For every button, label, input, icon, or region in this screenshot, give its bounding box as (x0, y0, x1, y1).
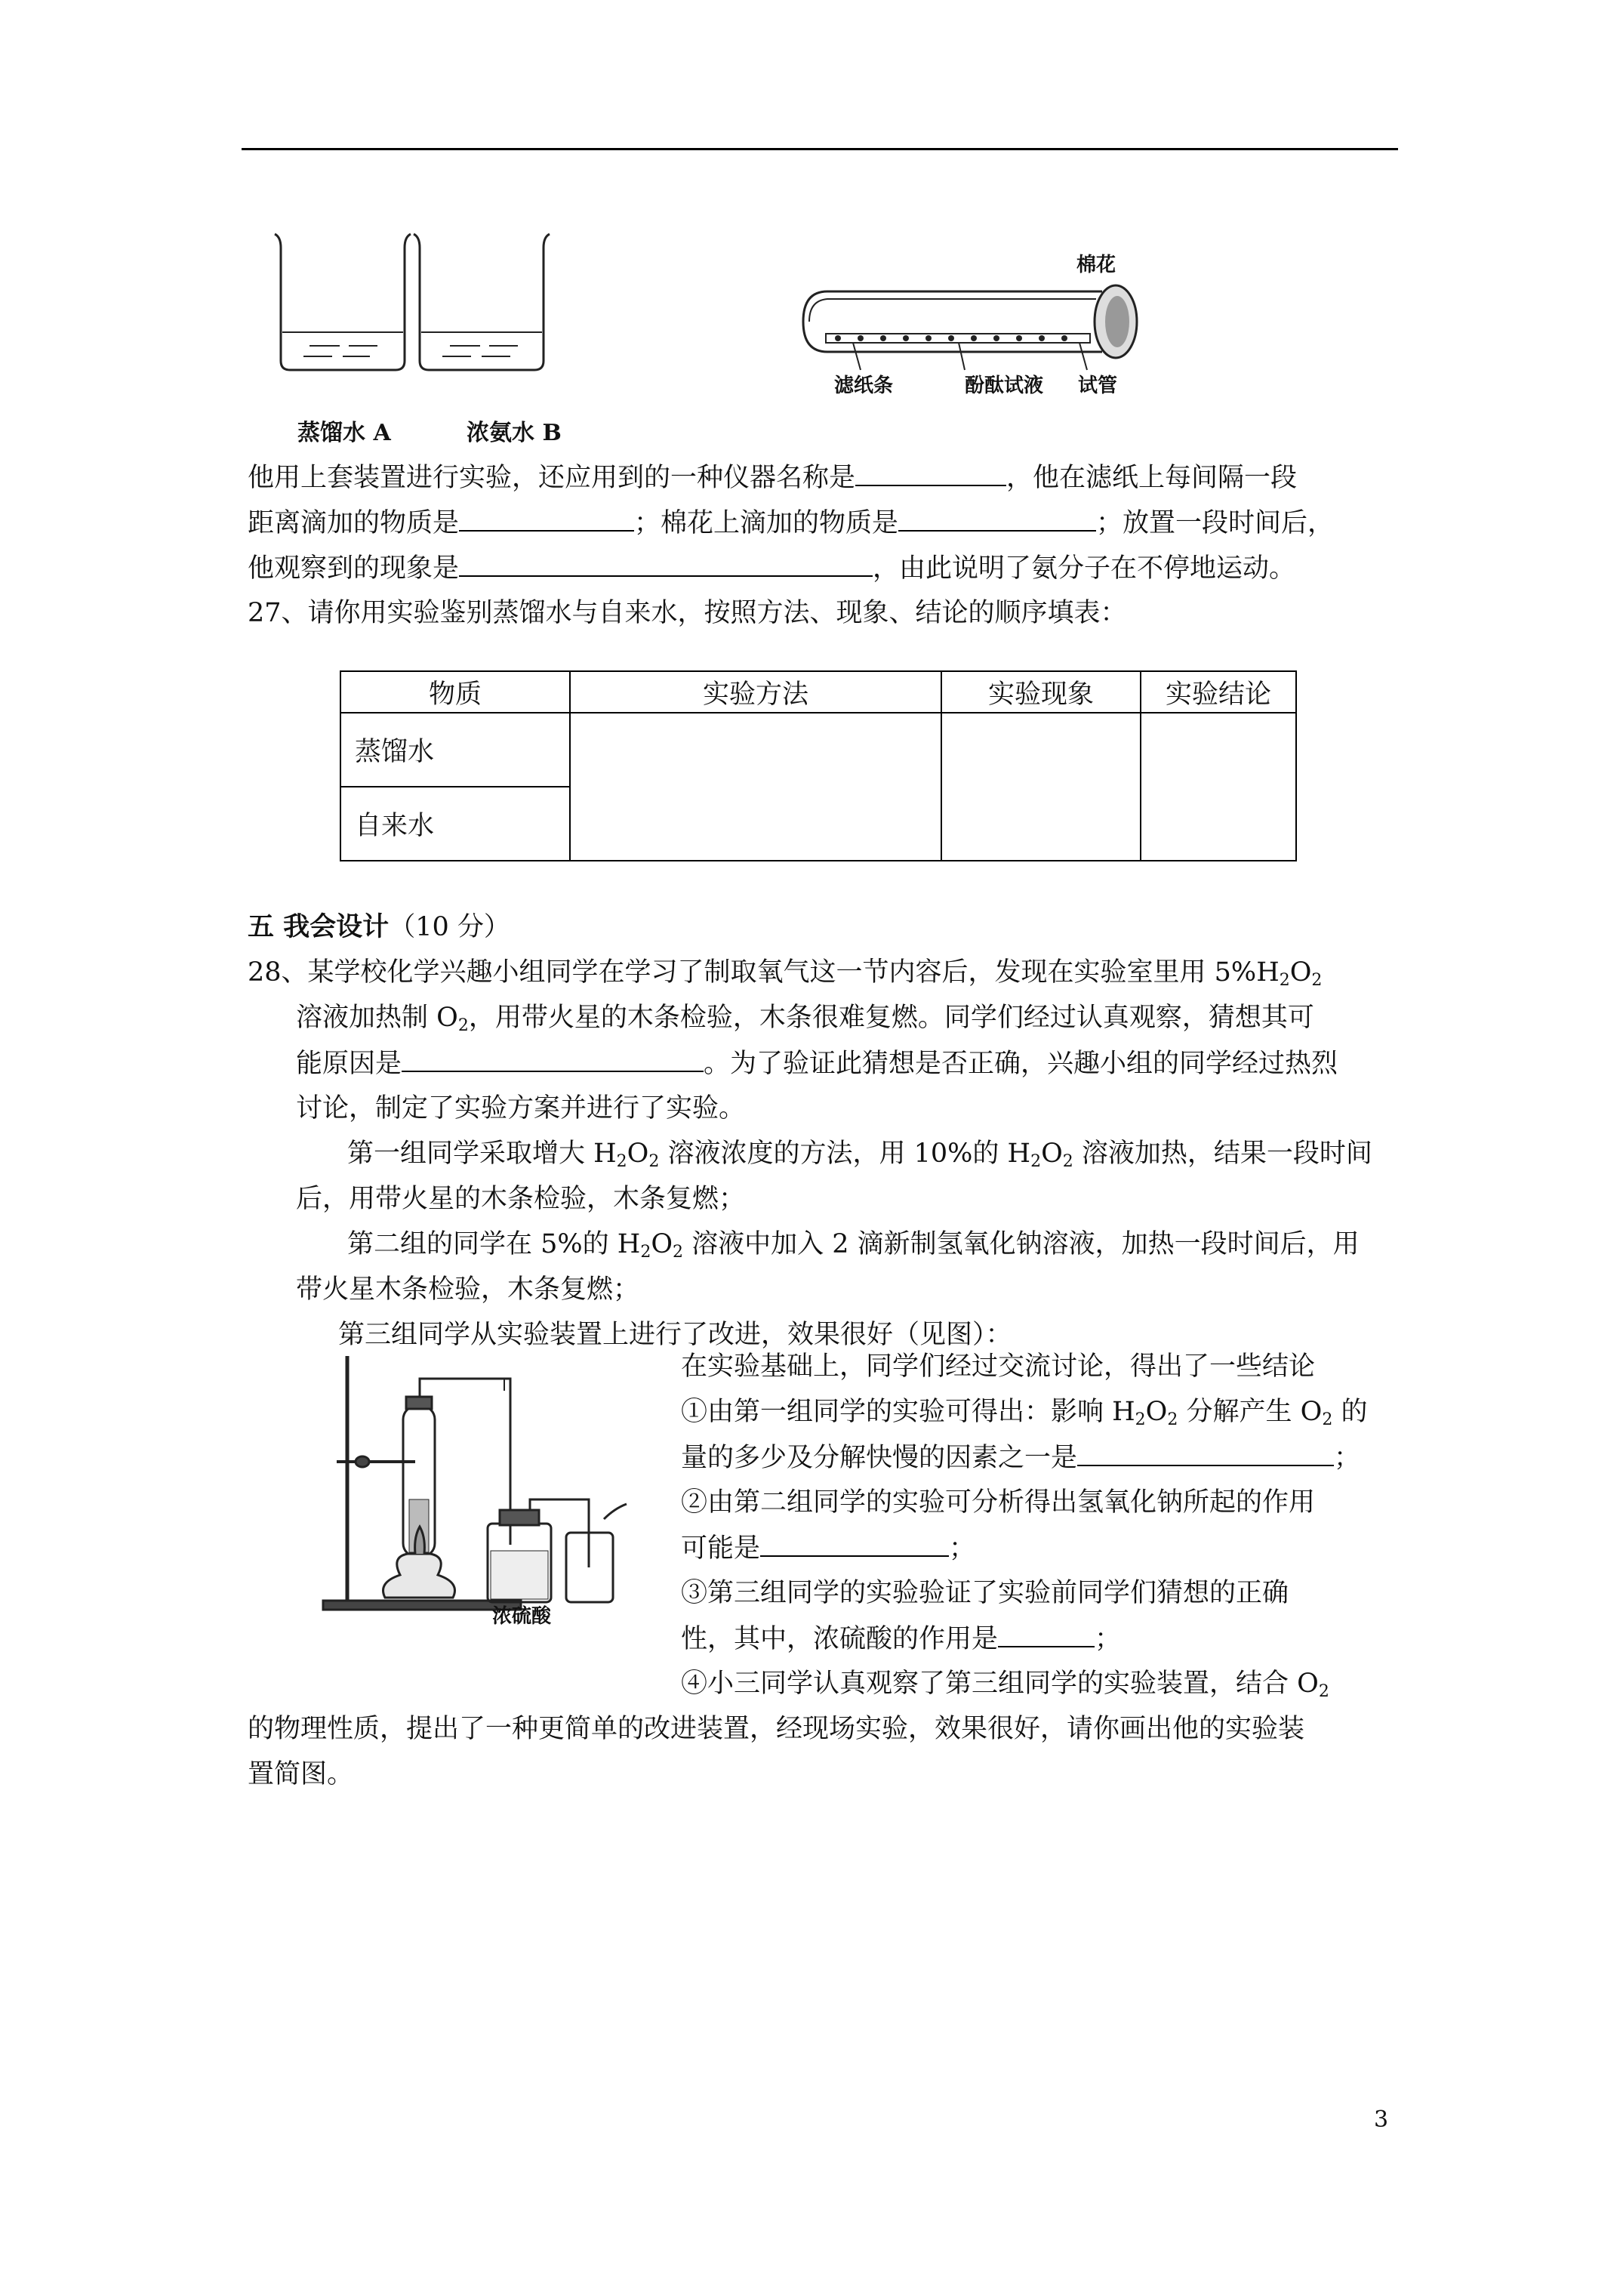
wash-bottle (488, 1510, 551, 1602)
acid-label: 浓硫酸 (492, 1605, 552, 1628)
header-method: 实验方法 (570, 671, 941, 713)
beaker-b-label: 浓氨水 B (467, 420, 562, 446)
conclusion3-line2: 性，其中，浓硫酸的作用是 ； (681, 1616, 1121, 1662)
beaker-b (414, 234, 550, 370)
q28-line3: 能原因是 。为了验证此猜想是否正确，兴趣小组的同学经过热烈 (296, 1040, 1338, 1086)
group3-line: 第三组同学从实验装置上进行了改进，效果很好（见图）： (338, 1320, 1012, 1350)
cotton-label: 棉花 (1076, 254, 1116, 276)
conclusion3-line1: ③第三组同学的实验验证了实验前同学们猜想的正确 (681, 1578, 1289, 1608)
table-row (340, 713, 1296, 787)
tube-label: 试管 (1078, 374, 1118, 397)
header-conclusion: 实验结论 (1141, 671, 1296, 713)
beaker-a-label: 蒸馏水 A (297, 420, 391, 446)
page-number: 3 (1374, 2106, 1389, 2133)
row-distilled-water: 蒸馏水 (340, 713, 570, 787)
blank-possible-reason[interactable] (402, 1040, 704, 1072)
q28-line1: 28、某学校化学兴趣小组同学在学习了制取氧气这一节内容后，发现在实验室里用 $5\%H_2O_2$ (248, 957, 1323, 990)
cell-method[interactable] (570, 713, 941, 861)
group2-line2: 带火星木条检验，木条复燃； (296, 1274, 640, 1305)
group1-line1: 第一组同学采取增大 $H_2O_2$ 溶液浓度的方法，用 10%的 $H_2O_2$ 溶液加热，结果一段时间 (347, 1139, 1372, 1171)
group1-line2: 后，用带火星的木条检验，木条复燃； (296, 1184, 746, 1214)
blank-filter-substance[interactable] (459, 500, 634, 532)
q26-line2: 距离滴加的物质是 ；棉花上滴加的物质是 ；放置一段时间后， (248, 500, 1334, 546)
conclusion1-line1: ①由第一组同学的实验可得出：影响 $H_2O_2$ 分解产生 $O_2$ 的 (681, 1397, 1368, 1429)
apparatus-figure (310, 1348, 664, 1619)
table-header-row (340, 671, 1296, 713)
collection-bottle (566, 1504, 627, 1602)
group2-line1: 第二组的同学在 5%的 $H_2O_2$ 溶液中加入 2 滴新制氢氧化钠溶液，加热一段时间后，用 (347, 1229, 1360, 1262)
blank-cotton-substance[interactable] (898, 500, 1096, 532)
blank-factor[interactable] (1077, 1435, 1334, 1466)
blank-naoh-role[interactable] (760, 1525, 949, 1557)
conclusion4-line1: ④小三同学认真观察了第三组同学的实验装置，结合 $O_2$ (681, 1669, 1329, 1701)
blank-instrument[interactable] (855, 455, 1006, 486)
section5-heading: 五 我会设计（10 分） (248, 911, 510, 942)
q28-line4: 讨论，制定了实验方案并进行了实验。 (296, 1093, 746, 1123)
blank-acid-role[interactable] (998, 1616, 1095, 1647)
beakers-figure (264, 227, 566, 378)
conclusion2-line1: ②由第二组同学的实验可分析得出氢氧化钠所起的作用 (681, 1487, 1316, 1518)
conclusion2-line2: 可能是 ； (681, 1525, 975, 1571)
filter-strip-label: 滤纸条 (834, 374, 894, 397)
q26-line1: 他用上套装置进行实验，还应用到的一种仪器名称是 ，他在滤纸上每间隔一段 (248, 455, 1297, 501)
phenol-label: 酚酞试液 (965, 374, 1044, 397)
experiment-table (340, 670, 1297, 861)
conclusion4-line2: 的物理性质，提出了一种更简单的改进装置，经现场实验，效果很好，请你画出他的实验装 (248, 1714, 1305, 1744)
blank-observation[interactable] (459, 545, 873, 577)
spirit-lamp (383, 1527, 455, 1598)
header-substance: 物质 (340, 671, 570, 713)
conclusion1-line2: 量的多少及分解快慢的因素之一是 ； (681, 1435, 1360, 1481)
cell-phenomenon[interactable] (941, 713, 1141, 861)
q26-line3: 他观察到的现象是 ，由此说明了氨分子在不停地运动。 (248, 545, 1295, 591)
beaker-a (275, 234, 411, 370)
conclusion-intro: 在实验基础上，同学们经过交流讨论，得出了一些结论 (681, 1351, 1316, 1382)
delivery-tube (420, 1379, 510, 1545)
header-rule (242, 148, 1398, 150)
row-tap-water: 自来水 (340, 787, 570, 861)
conclusion4-line3: 置简图。 (248, 1759, 354, 1789)
q27-prompt: 27、请你用实验鉴别蒸馏水与自来水，按照方法、现象、结论的顺序填表： (248, 598, 1127, 628)
header-phenomenon: 实验现象 (941, 671, 1141, 713)
q28-line2: 溶液加热制 $O_2$，用带火星的木条检验，木条很难复燃。同学们经过认真观察，猜想其可 (296, 1003, 1314, 1035)
cell-conclusion[interactable] (1141, 713, 1296, 861)
